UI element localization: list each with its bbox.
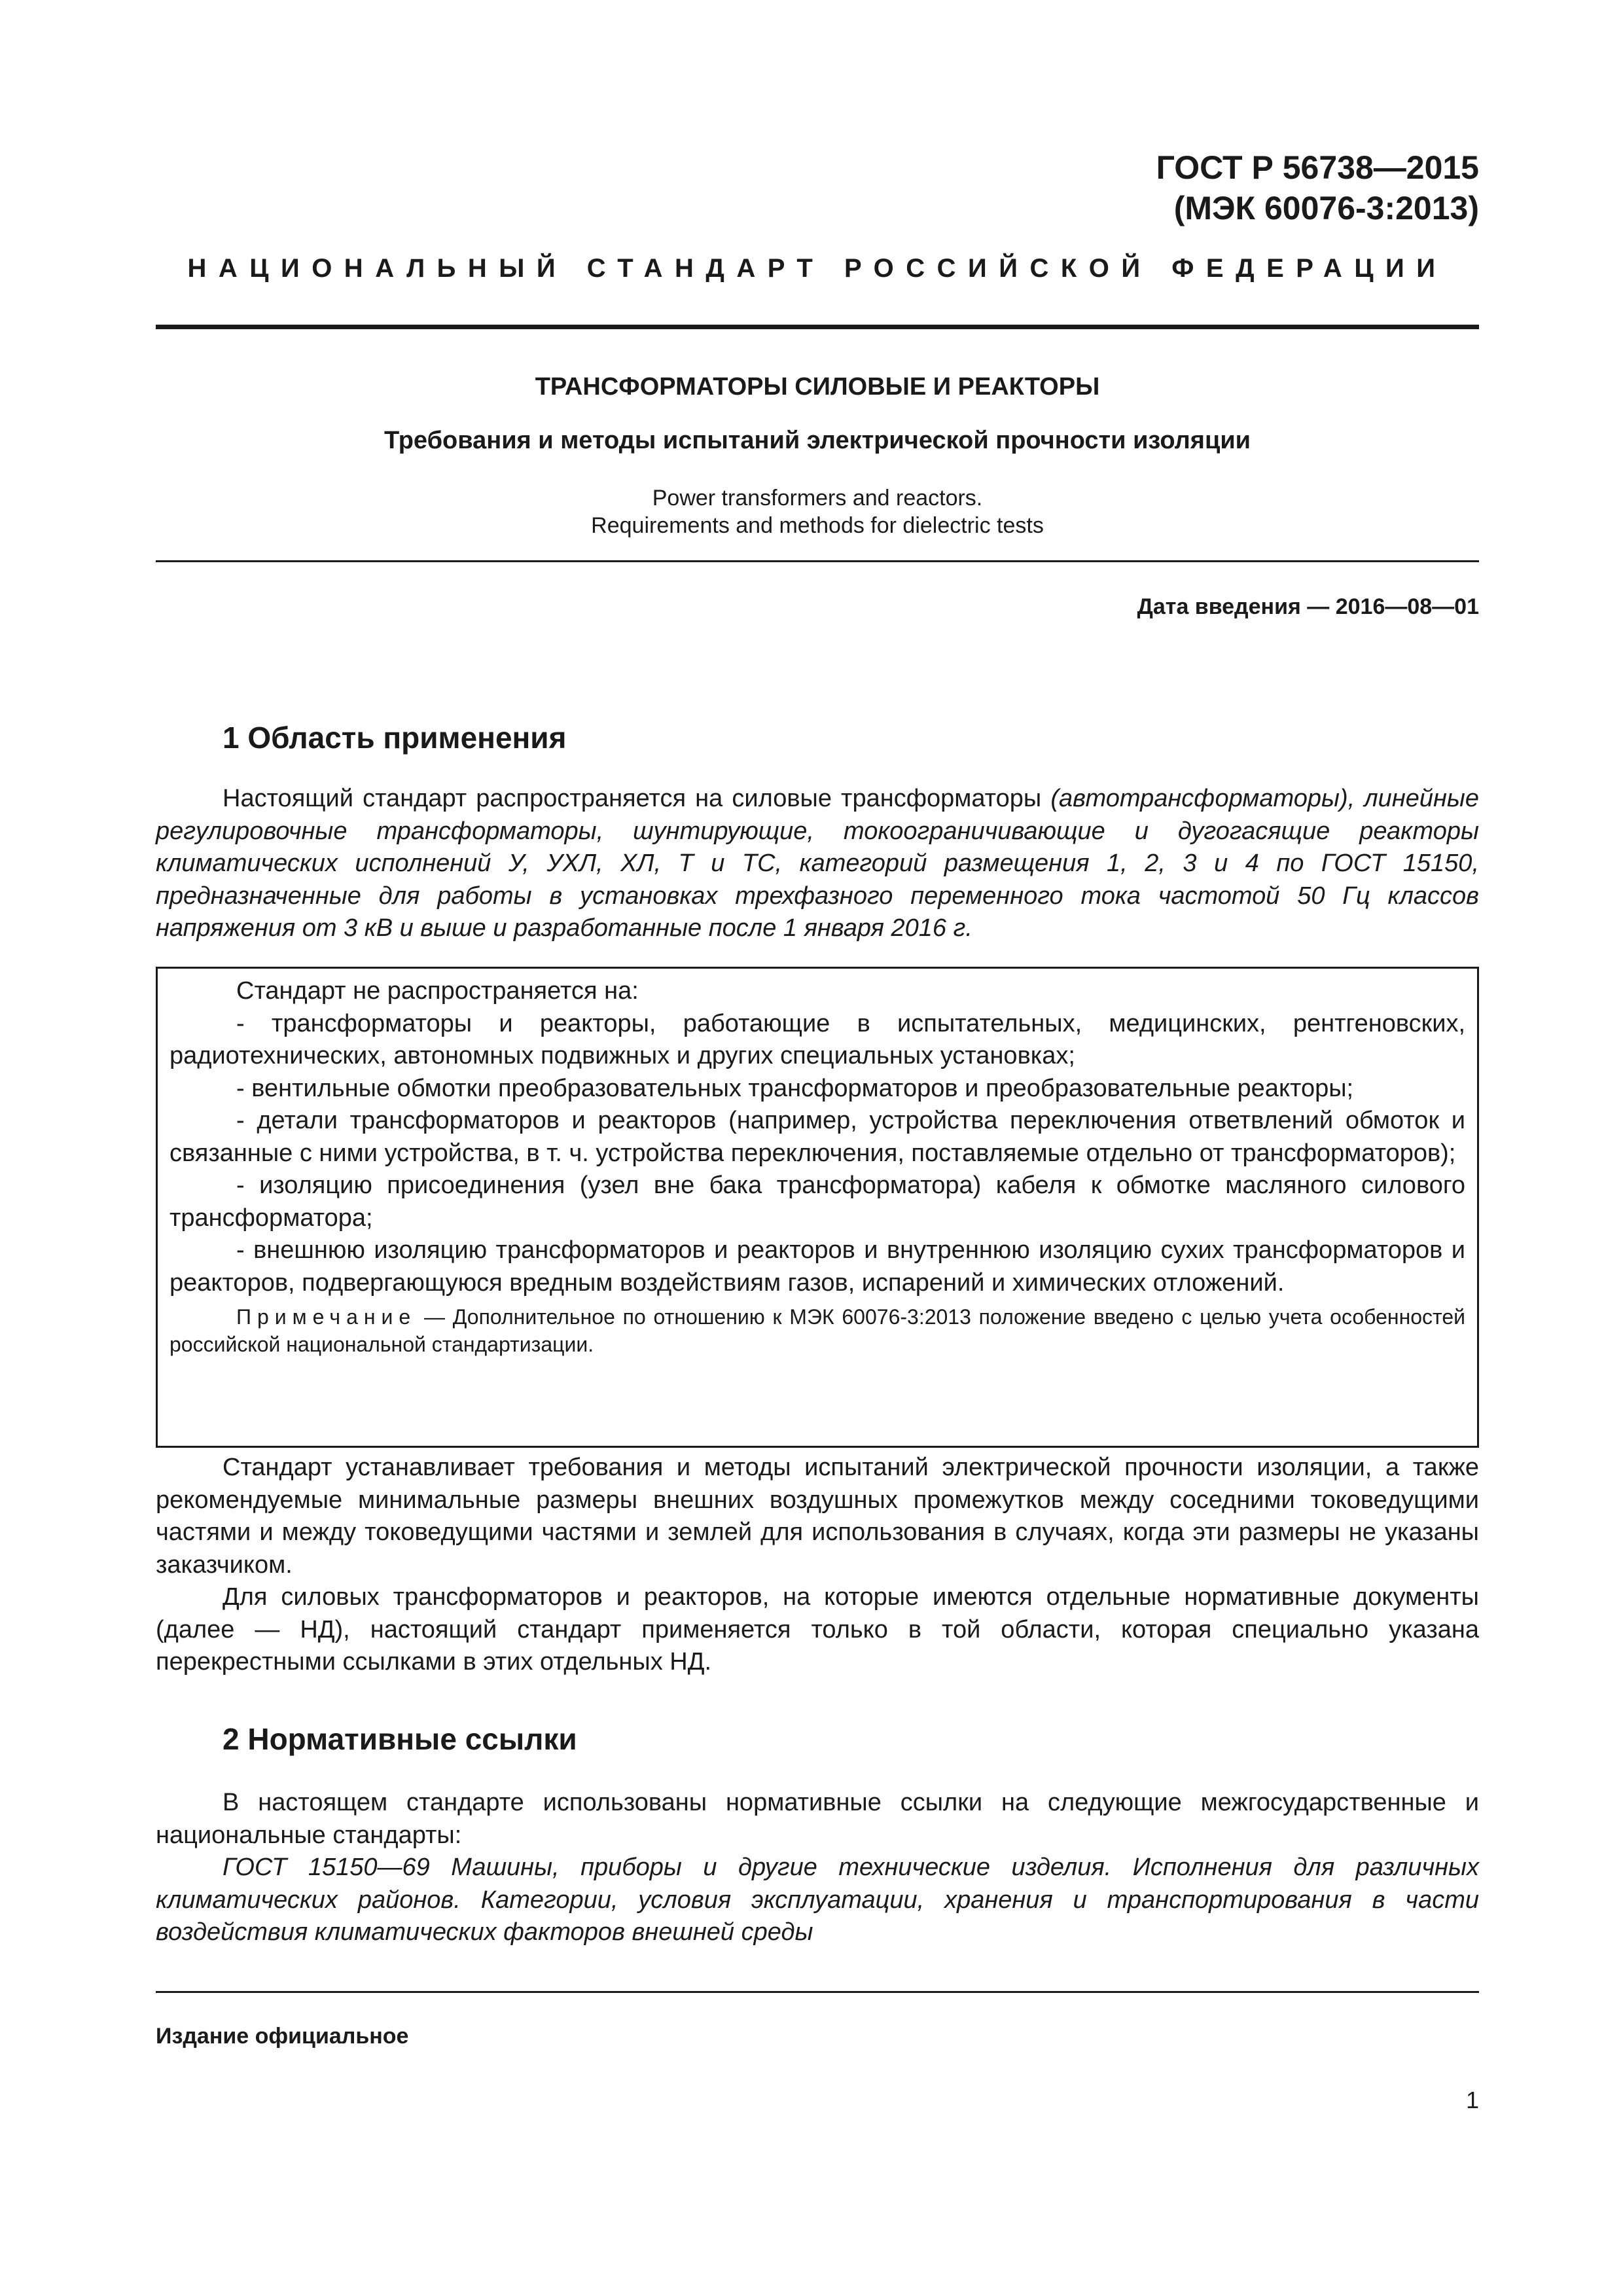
normative-reference-gost-15150: ГОСТ 15150—69 Машины, приборы и другие технические изделия. Исполнения для различных климатических районов. Категории, условия эксплуатации, хранения и транспортирования в части воздействия климатических факторов внешней среды <box>156 1854 1479 1946</box>
national-standard-banner: НАЦИОНАЛЬНЫЙ СТАНДАРТ РОССИЙСКОЙ ФЕДЕРАЦИИ <box>187 254 1448 283</box>
exclusion-item-5: - внешнюю изоляцию трансформаторов и реакторов и внутреннюю изоляцию сухих трансформаторов и реакторов, подвергающуюся вредным воздействиям газов, испарений и химических отложений. <box>169 1236 1465 1297</box>
official-edition-label: Издание официальное <box>156 2024 409 2049</box>
section-2-para-1: В настоящем стандарте использованы нормативные ссылки на следующие межгосударственные и национальные стандарты: <box>156 1789 1479 1849</box>
exclusion-item-4: - изоляцию присоединения (узел вне бака трансформатора) кабеля к обмотке масляного силового трансформатора; <box>169 1172 1465 1232</box>
title-rule <box>156 560 1479 562</box>
section-2-heading: 2 Нормативные ссылки <box>223 1722 577 1756</box>
document-title: ТРАНСФОРМАТОРЫ СИЛОВЫЕ И РЕАКТОРЫ <box>535 373 1100 401</box>
standard-code <box>785 147 1479 228</box>
exclusions-lead: Стандарт не распространяется на: <box>236 977 639 1005</box>
standard-code-line2: (МЭК 60076-3:2013) <box>1173 190 1479 226</box>
english-title-line2: Requirements and methods for dielectric tests <box>591 513 1044 538</box>
note-label: Примечание <box>236 1305 417 1329</box>
exclusions-note <box>169 1303 1465 1358</box>
section-1-para-3: Для силовых трансформаторов и реакторов, на которые имеются отдельные нормативные документы (далее — НД), настоящий стандарт применяется только в той области, которая специально указана перекрестными ссылками в этих отдельных НД. <box>156 1583 1479 1676</box>
english-title <box>156 484 1479 539</box>
exclusion-item-1: - трансформаторы и реакторы, работающие в испытательных, медицинских, рентгеновских, радиотехнических, автономных подвижных и других специальных установках; <box>169 1009 1465 1069</box>
exclusions-box <box>156 967 1479 1448</box>
header-rule <box>156 325 1479 329</box>
note-text: — Дополнительное по отношению к МЭК 60076-3:2013 положение введено с целью учета особенностей российской национальной стандартизации. <box>169 1305 1465 1356</box>
document-subtitle: Требования и методы испытаний электрической прочности изоляции <box>383 427 1251 454</box>
section-1-intro <box>156 783 1479 945</box>
section-1-intro-italic: (автотрансформаторы), линейные регулировочные трансформаторы, шунтирующие, токоограничивающие и дугогасящие реакторы климатических исполнений У, УХЛ, ХЛ, Т и ТС, категорий размещения 1, 2, 3 и 4 по ГОСТ 15150, предназначенные для работы в установках трехфазного переменного тока частотой 50 Гц классов напряжения от 3 кВ и выше и разработанные после 1 января 2016 г. <box>156 785 1480 942</box>
exclusion-item-3: - детали трансформаторов и реакторов (например, устройства переключения ответвлений обмоток и связанные с ними устройства, в т. ч. устройства переключения, поставляемые отдельно от трансформаторов); <box>169 1107 1465 1167</box>
section-1-heading: 1 Область применения <box>223 721 567 755</box>
introduction-date: Дата введения — 2016—08—01 <box>1137 594 1479 619</box>
english-title-line1: Power transformers and reactors. <box>652 486 983 511</box>
page-number: 1 <box>1465 2087 1479 2113</box>
footer-rule <box>156 1991 1479 1993</box>
standard-code-line1: ГОСТ Р 56738—2015 <box>1156 149 1479 186</box>
section-1-intro-plain: Настоящий стандарт распространяется на силовые трансформаторы <box>223 785 1051 812</box>
exclusion-item-2: - вентильные обмотки преобразовательных трансформаторов и преобразовательные реакторы; <box>236 1074 1354 1102</box>
section-1-para-2: Стандарт устанавливает требования и методы испытаний электрической прочности изоляции, а также рекомендуемые минимальные размеры внешних воздушных промежутков между соседними токоведущими частями и между токоведущими частями и землей для использования в случаях, когда эти размеры не указаны заказчиком. <box>156 1454 1479 1579</box>
